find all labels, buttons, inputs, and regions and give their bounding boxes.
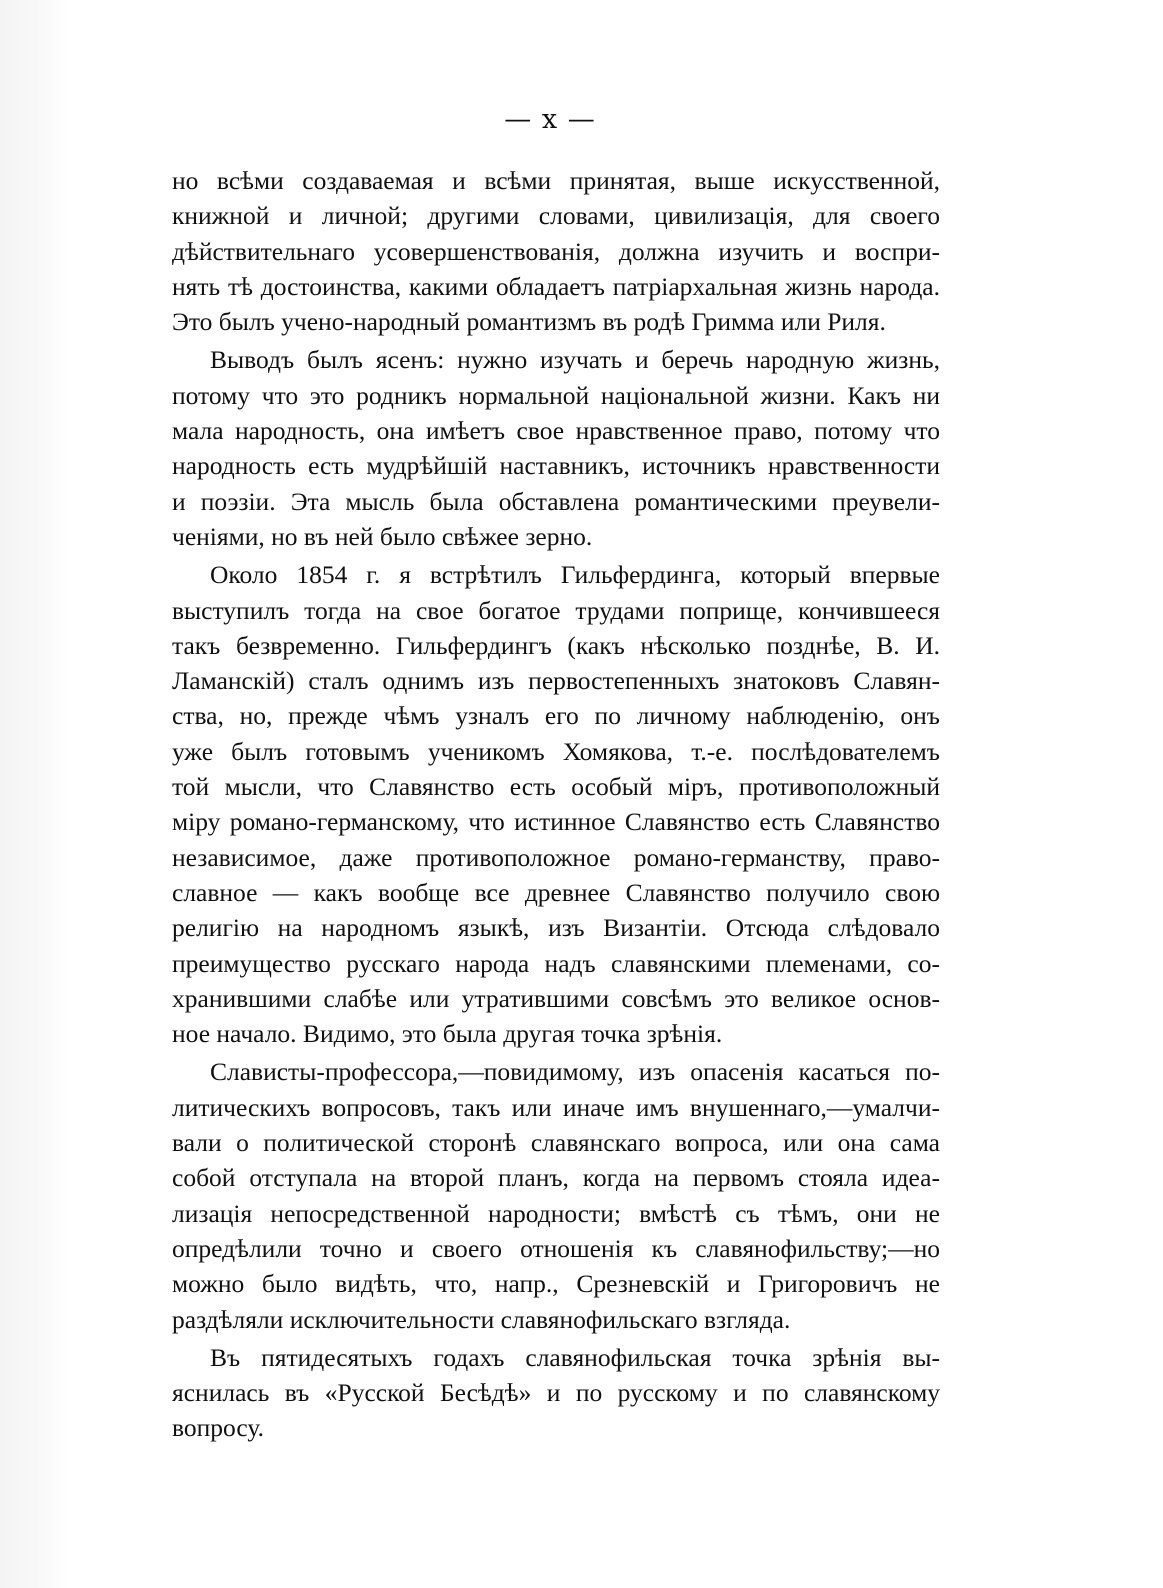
paragraph: [172, 557, 940, 1051]
text-line: собой отступала на второй планъ, когда на первомъ стояла идеа-: [172, 1163, 940, 1193]
text-line: міру романо-германскому, что истинное Славянство есть Славянство: [172, 807, 940, 837]
scan-edge-shading: [0, 0, 70, 1588]
text-line: той мысли, что Славянство есть особый міръ, противоположный: [172, 772, 940, 802]
text-line: Выводъ былъ ясенъ: нужно изучать и беречь народную жизнь,: [210, 345, 940, 375]
text-line: народность есть мудрѣйшій наставникъ, источникъ нравственности: [172, 451, 940, 481]
paragraph: [172, 1340, 940, 1446]
text-line: хранившими слабѣе или утратившими совсѣмъ это великое основ-: [172, 983, 940, 1013]
text-line: вали о политической сторонѣ славянскаго вопроса, или она сама: [172, 1128, 940, 1158]
text-line: нять тѣ достоинства, какими обладаетъ патріархальная жизнь народа.: [172, 271, 940, 301]
text-line: ное начало. Видимо, это была другая точка зрѣнія.: [172, 1019, 723, 1049]
text-line: Ламанскій) сталъ однимъ изъ первостепенныхъ знатоковъ Славян-: [172, 666, 940, 696]
text-line: религію на народномъ языкѣ, изъ Византіи. Отсюда слѣдовало: [172, 913, 940, 943]
text-line: лизація непосредственной народности; вмѣстѣ съ тѣмъ, они не: [172, 1198, 940, 1228]
page-number-header: — x —: [504, 104, 596, 135]
text-line: уже былъ готовымъ ученикомъ Хомякова, т.-е. послѣдователемъ: [172, 736, 940, 766]
text-line: выступилъ тогда на свое богатое трудами поприще, кончившееся: [172, 595, 940, 625]
text-line: опредѣлили точно и своего отношенія къ славянофильству;—но: [172, 1233, 940, 1263]
text-line: Въ пятидесятыхъ годахъ славянофильская точка зрѣнія вы-: [210, 1342, 940, 1372]
text-line: Около 1854 г. я встрѣтилъ Гильфердинга, который впервые: [210, 560, 940, 590]
paragraph: [172, 163, 940, 339]
text-line: Слависты-профессора,—повидимому, изъ опасенія касаться по-: [210, 1057, 940, 1087]
paragraph: [172, 1054, 940, 1336]
text-line: Это былъ учено-народный романтизмъ въ родѣ Гримма или Риля.: [172, 307, 886, 337]
text-line: мала народность, она имѣетъ свое нравственное право, потому что: [172, 416, 940, 446]
body-text: [172, 163, 940, 1446]
text-line: дѣйствительнаго усовершенствованія, должна изучить и воспри-: [172, 236, 940, 266]
text-line: независимое, даже противоположное романо-германству, право-: [172, 842, 940, 872]
text-line: ченіями, но въ ней было свѣжее зерно.: [172, 521, 593, 551]
text-line: и поэзіи. Эта мысль была обставлена романтическими преувели-: [172, 486, 940, 516]
text-line: книжной и личной; другими словами, цивилизація, для своего: [172, 201, 940, 231]
text-line: можно было видѣть, что, напр., Срезневскій и Григоровичъ не: [172, 1269, 940, 1299]
text-line: вопросу.: [172, 1413, 264, 1443]
text-line: славное — какъ вообще все древнее Славянство получило свою: [172, 877, 940, 907]
text-line: такъ безвременно. Гильфердингъ (какъ нѣсколько позднѣе, В. И.: [172, 630, 940, 660]
text-line: но всѣми создаваемая и всѣми принятая, выше искусственной,: [172, 166, 940, 195]
paragraph: [172, 342, 940, 554]
text-line: раздѣляли исключительности славянофильскаго взгляда.: [172, 1304, 791, 1334]
text-line: литическихъ вопросовъ, такъ или иначе имъ внушеннаго,—умалчи-: [172, 1092, 940, 1122]
text-line: преимущество русскаго народа надъ славянскими племенами, со-: [172, 948, 940, 978]
text-line: потому что это родникъ нормальной національной жизни. Какъ ни: [172, 380, 940, 410]
text-line: ства, но, прежде чѣмъ узналъ его по личному наблюденію, онъ: [172, 701, 940, 731]
text-line: яснилась въ «Русской Бесѣдѣ» и по русскому и по славянскому: [172, 1378, 940, 1408]
